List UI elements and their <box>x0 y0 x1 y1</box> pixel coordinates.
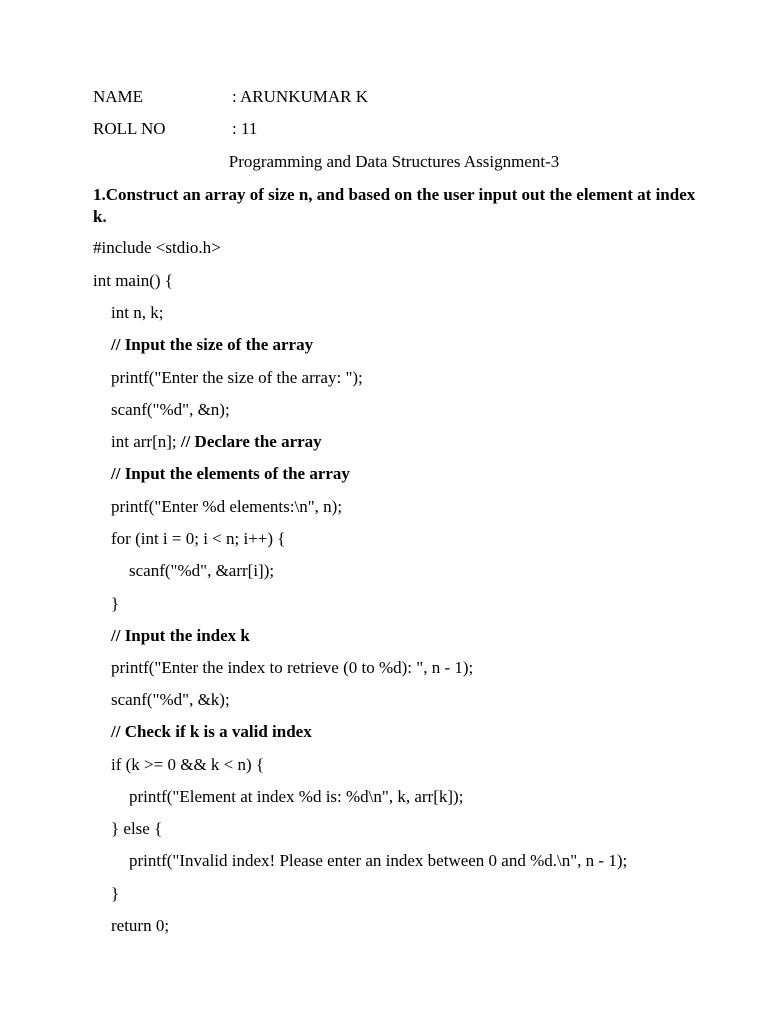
code-comment-declare-array: // Declare the array <box>180 432 322 451</box>
code-comment-input-index: // Input the index k <box>111 626 250 645</box>
code-line-include: #include <stdio.h> <box>93 238 221 257</box>
code-line-scanf-size: scanf("%d", &n); <box>111 400 230 419</box>
code-line-scanf-element: scanf("%d", &arr[i]); <box>129 561 275 580</box>
question-heading: 1.Construct an array of size n, and based on the user input out the element at index k. <box>93 185 696 226</box>
code-line-printf-element: printf("Element at index %d is: %d\n", k, arr[k]); <box>129 787 464 806</box>
code-line-main: int main() { <box>93 271 173 290</box>
assignment-title: Programming and Data Structures Assignment-3 <box>228 152 560 171</box>
name-label: NAME <box>93 87 144 106</box>
code-line-printf-index: printf("Enter the index to retrieve (0 to %d): ", n - 1); <box>111 658 474 677</box>
code-line-return: return 0; <box>111 916 170 935</box>
code-comment-input-size: // Input the size of the array <box>111 335 314 354</box>
code-line-declare-vars: int n, k; <box>111 303 164 322</box>
code-array-declaration: int arr[n]; <box>111 432 181 451</box>
roll-number-value: : 11 <box>232 119 258 138</box>
code-line-scanf-index: scanf("%d", &k); <box>111 690 230 709</box>
code-comment-input-elements: // Input the elements of the array <box>111 464 350 483</box>
code-line-for-close: } <box>111 594 120 613</box>
code-line-if: if (k >= 0 && k < n) { <box>111 755 265 774</box>
roll-number-label: ROLL NO <box>93 119 166 138</box>
name-value: : ARUNKUMAR K <box>232 87 369 106</box>
code-comment-check-index: // Check if k is a valid index <box>111 722 312 741</box>
code-line-printf-elements: printf("Enter %d elements:\n", n); <box>111 497 343 516</box>
code-line-printf-invalid: printf("Invalid index! Please enter an index between 0 and %d.\n", n - 1); <box>129 851 628 870</box>
code-line-if-close: } <box>111 884 120 903</box>
code-line-for-loop: for (int i = 0; i < n; i++) { <box>111 529 286 548</box>
code-line-declare-array <box>111 432 322 452</box>
code-line-else: } else { <box>111 819 163 838</box>
code-line-printf-size: printf("Enter the size of the array: "); <box>111 368 363 387</box>
